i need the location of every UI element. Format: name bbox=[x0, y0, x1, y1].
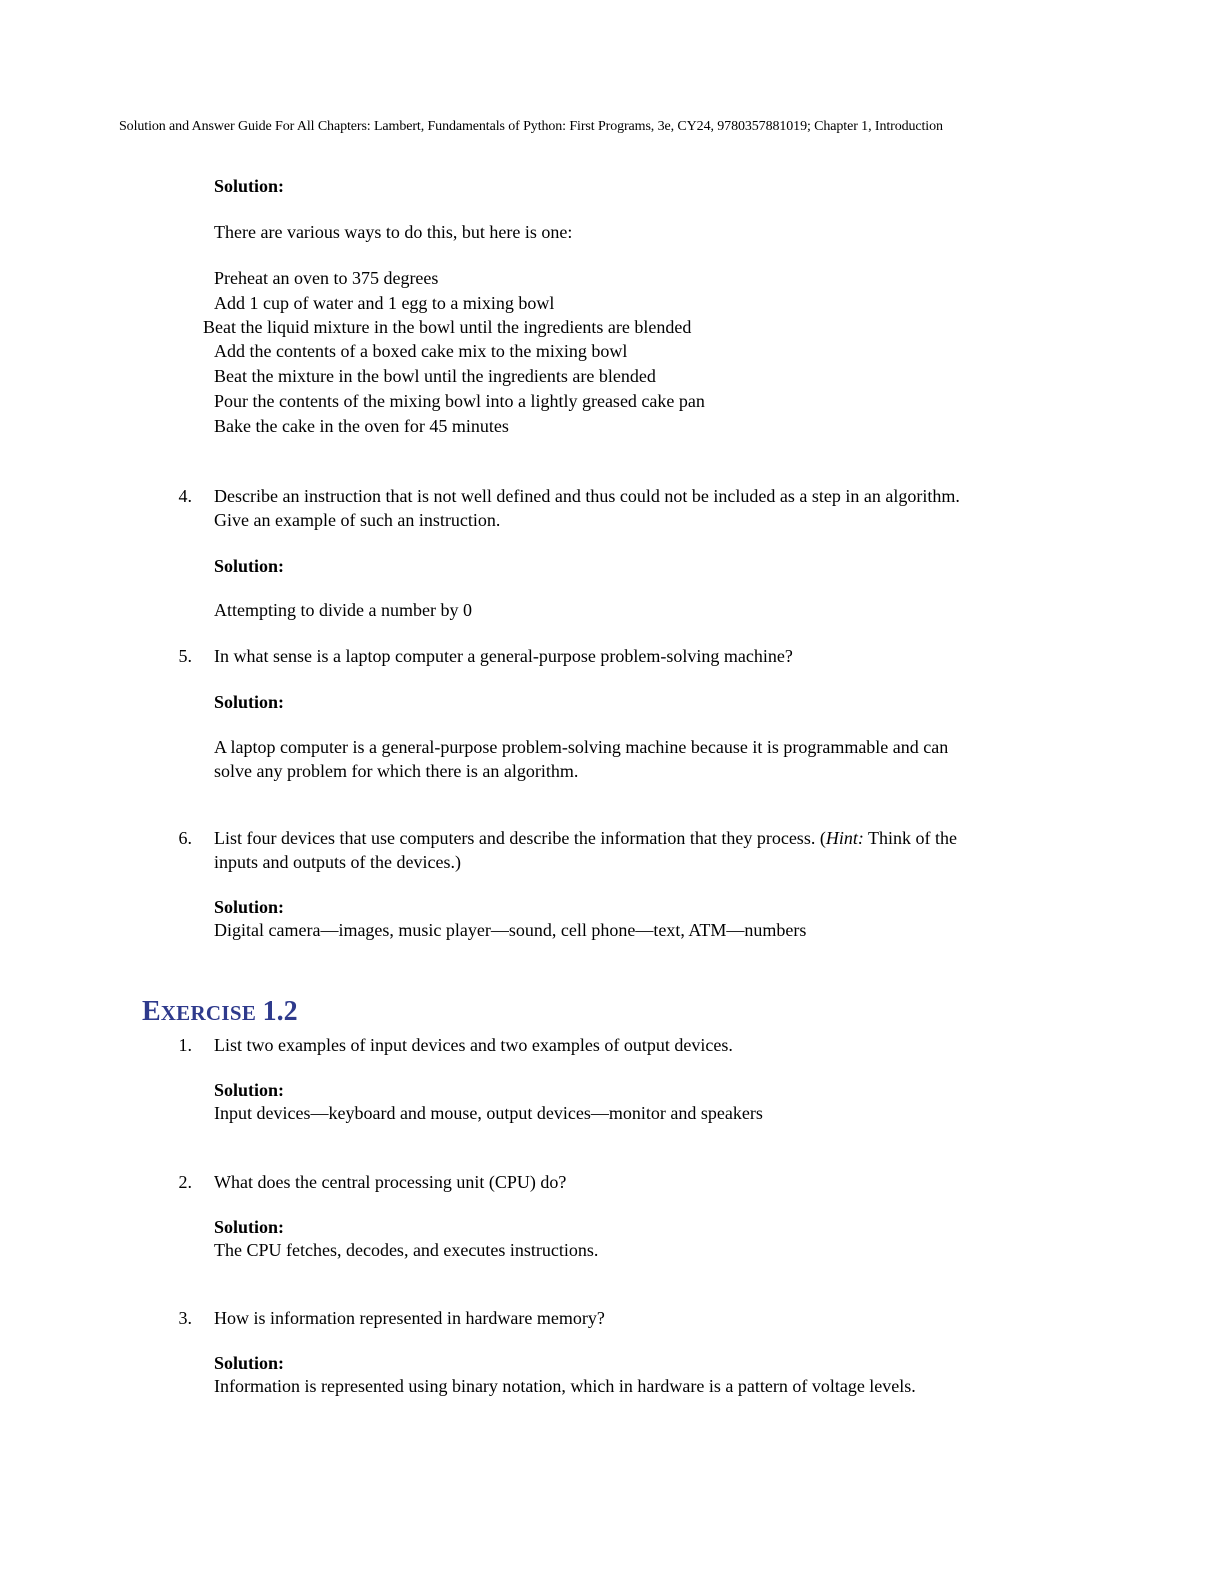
solution-text: solve any problem for which there is an algorithm. bbox=[214, 761, 579, 781]
running-head: Solution and Answer Guide For All Chapters: Lambert, Fundamentals of Python: First Programs, 3e, CY24, 9780357881019; Chapter 1, Introduction bbox=[119, 119, 943, 134]
question-number: 4. bbox=[178, 486, 192, 506]
hint-label: Hint: bbox=[825, 828, 864, 848]
recipe-step: Bake the cake in the oven for 45 minutes bbox=[214, 416, 509, 436]
question-number: 6. bbox=[178, 828, 192, 848]
solution-label: Solution: bbox=[214, 1080, 285, 1100]
exercise-heading-initial: E bbox=[142, 996, 161, 1027]
recipe-step: Beat the mixture in the bowl until the ingredients are blended bbox=[214, 366, 656, 386]
recipe-step: Beat the liquid mixture in the bowl until the ingredients are blended bbox=[203, 317, 692, 337]
question-number: 2. bbox=[178, 1172, 192, 1192]
recipe-step: Add the contents of a boxed cake mix to the mixing bowl bbox=[214, 341, 628, 361]
question-number: 3. bbox=[178, 1308, 192, 1328]
exercise-heading-smallcaps: XERCISE bbox=[160, 1001, 257, 1025]
solution-text: Input devices—keyboard and mouse, output devices—monitor and speakers bbox=[214, 1103, 763, 1123]
recipe-step: Preheat an oven to 375 degrees bbox=[214, 268, 439, 288]
solution-intro: There are various ways to do this, but here is one: bbox=[214, 222, 573, 242]
solution-text: Attempting to divide a number by 0 bbox=[214, 600, 472, 620]
question-text: Give an example of such an instruction. bbox=[214, 510, 501, 530]
solution-label: Solution: bbox=[214, 556, 285, 576]
solution-label: Solution: bbox=[214, 1217, 285, 1237]
question-text-part: List four devices that use computers and describe the information that they process. ( bbox=[214, 828, 826, 848]
question-text: inputs and outputs of the devices.) bbox=[214, 852, 461, 872]
question-text: List two examples of input devices and two examples of output devices. bbox=[214, 1035, 733, 1055]
exercise-heading bbox=[142, 996, 298, 1028]
question-number: 5. bbox=[178, 646, 192, 666]
recipe-step: Add 1 cup of water and 1 egg to a mixing bowl bbox=[214, 293, 555, 313]
solution-label: Solution: bbox=[214, 692, 285, 712]
exercise-heading-number: 1.2 bbox=[262, 996, 298, 1027]
solution-text: Digital camera—images, music player—sound, cell phone—text, ATM—numbers bbox=[214, 920, 807, 940]
solution-text: The CPU fetches, decodes, and executes instructions. bbox=[214, 1240, 599, 1260]
question-text bbox=[214, 826, 957, 850]
recipe-step: Pour the contents of the mixing bowl into a lightly greased cake pan bbox=[214, 391, 705, 411]
solution-label: Solution: bbox=[214, 897, 285, 917]
question-text: In what sense is a laptop computer a general-purpose problem-solving machine? bbox=[214, 646, 793, 666]
question-number: 1. bbox=[178, 1035, 192, 1055]
solution-text: Information is represented using binary notation, which in hardware is a pattern of voltage levels. bbox=[214, 1376, 916, 1396]
question-text-part: Think of the bbox=[863, 828, 957, 848]
solution-text: A laptop computer is a general-purpose problem-solving machine because it is programmable and can bbox=[214, 737, 949, 757]
solution-label: Solution: bbox=[214, 1353, 285, 1373]
question-text: What does the central processing unit (CPU) do? bbox=[214, 1172, 567, 1192]
solution-label: Solution: bbox=[214, 176, 285, 196]
question-text: How is information represented in hardware memory? bbox=[214, 1308, 605, 1328]
question-text: Describe an instruction that is not well defined and thus could not be included as a step in an algorithm. bbox=[214, 486, 960, 506]
